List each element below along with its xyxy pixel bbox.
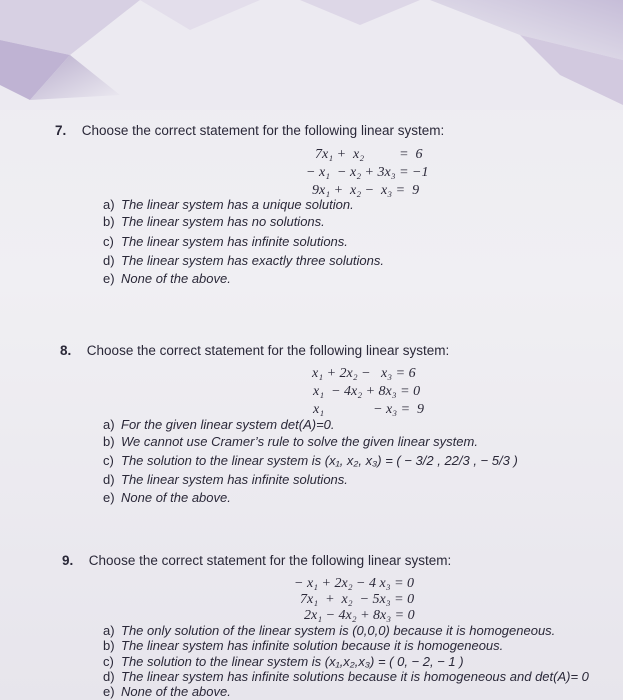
question-number: 7. — [55, 123, 67, 138]
answer-option-b: b) The linear system has no solutions. — [103, 214, 325, 229]
question-number: 8. — [60, 343, 72, 358]
answer-option-e: e) None of the above. — [103, 684, 231, 699]
answer-option-a: a) For the given linear system det(A)=0. — [103, 417, 335, 432]
answer-option-d: d) The linear system has infinite solutions. — [103, 472, 348, 487]
question-text: Choose the correct statement for the following linear system: — [81, 123, 445, 138]
question-number: 9. — [62, 553, 74, 568]
equation-line: x₁ − x₃ = 9 — [313, 402, 425, 417]
answer-option-e: e) None of the above. — [103, 490, 231, 505]
equation-line: 9x₁ + x₂ − x₃ = 9 — [312, 183, 420, 198]
answer-option-c: c) The solution to the linear system is (x₁,x₂,x₃) = ( 0, − 2, − 1 ) — [103, 654, 464, 669]
question-text: Choose the correct statement for the following linear system: — [88, 553, 452, 568]
answer-option-d: d) The linear system has infinite solutions because it is homogeneous and det(A)= 0 — [103, 669, 589, 684]
equation-line: − x₁ + 2x₂ − 4 x₃ = 0 — [294, 576, 415, 591]
question-text: Choose the correct statement for the following linear system: — [86, 343, 450, 358]
equation-line: 7x₁ + x₂ − 5x₃ = 0 — [300, 592, 415, 607]
equation-line: x₁ − 4x₂ + 8x₃ = 0 — [313, 384, 421, 399]
answer-option-d: d) The linear system has exactly three solutions. — [103, 253, 385, 268]
decorative-background-art — [0, 0, 623, 110]
answer-option-c: c) The solution to the linear system is (x₁, x₂, x₃) = ( − 3/2 , 22/3 , − 5/3 ) — [103, 453, 518, 468]
question-7-prompt — [55, 123, 444, 139]
question-8-prompt — [60, 343, 449, 359]
answer-option-e: e) None of the above. — [103, 271, 231, 286]
answer-option-b: b) We cannot use Cramer’s rule to solve the given linear system. — [103, 434, 478, 449]
equation-line: x₁ + 2x₂ − x₃ = 6 — [312, 366, 416, 381]
question-9-prompt — [62, 553, 451, 569]
answer-option-c: c) The linear system has infinite solutions. — [103, 234, 348, 249]
answer-option-b: b) The linear system has infinite solution because it is homogeneous. — [103, 638, 504, 653]
answer-option-a: a) The linear system has a unique solution. — [103, 197, 354, 212]
answer-option-a: a) The only solution of the linear system is (0,0,0) because it is homogeneous. — [103, 623, 556, 638]
equation-line: 7x₁ + x₂ = 6 — [315, 147, 423, 162]
equation-line: − x₁ − x₂ + 3x₃ = −1 — [306, 165, 429, 180]
equation-line: 2x₁ − 4x₂ + 8x₃ = 0 — [304, 608, 415, 623]
